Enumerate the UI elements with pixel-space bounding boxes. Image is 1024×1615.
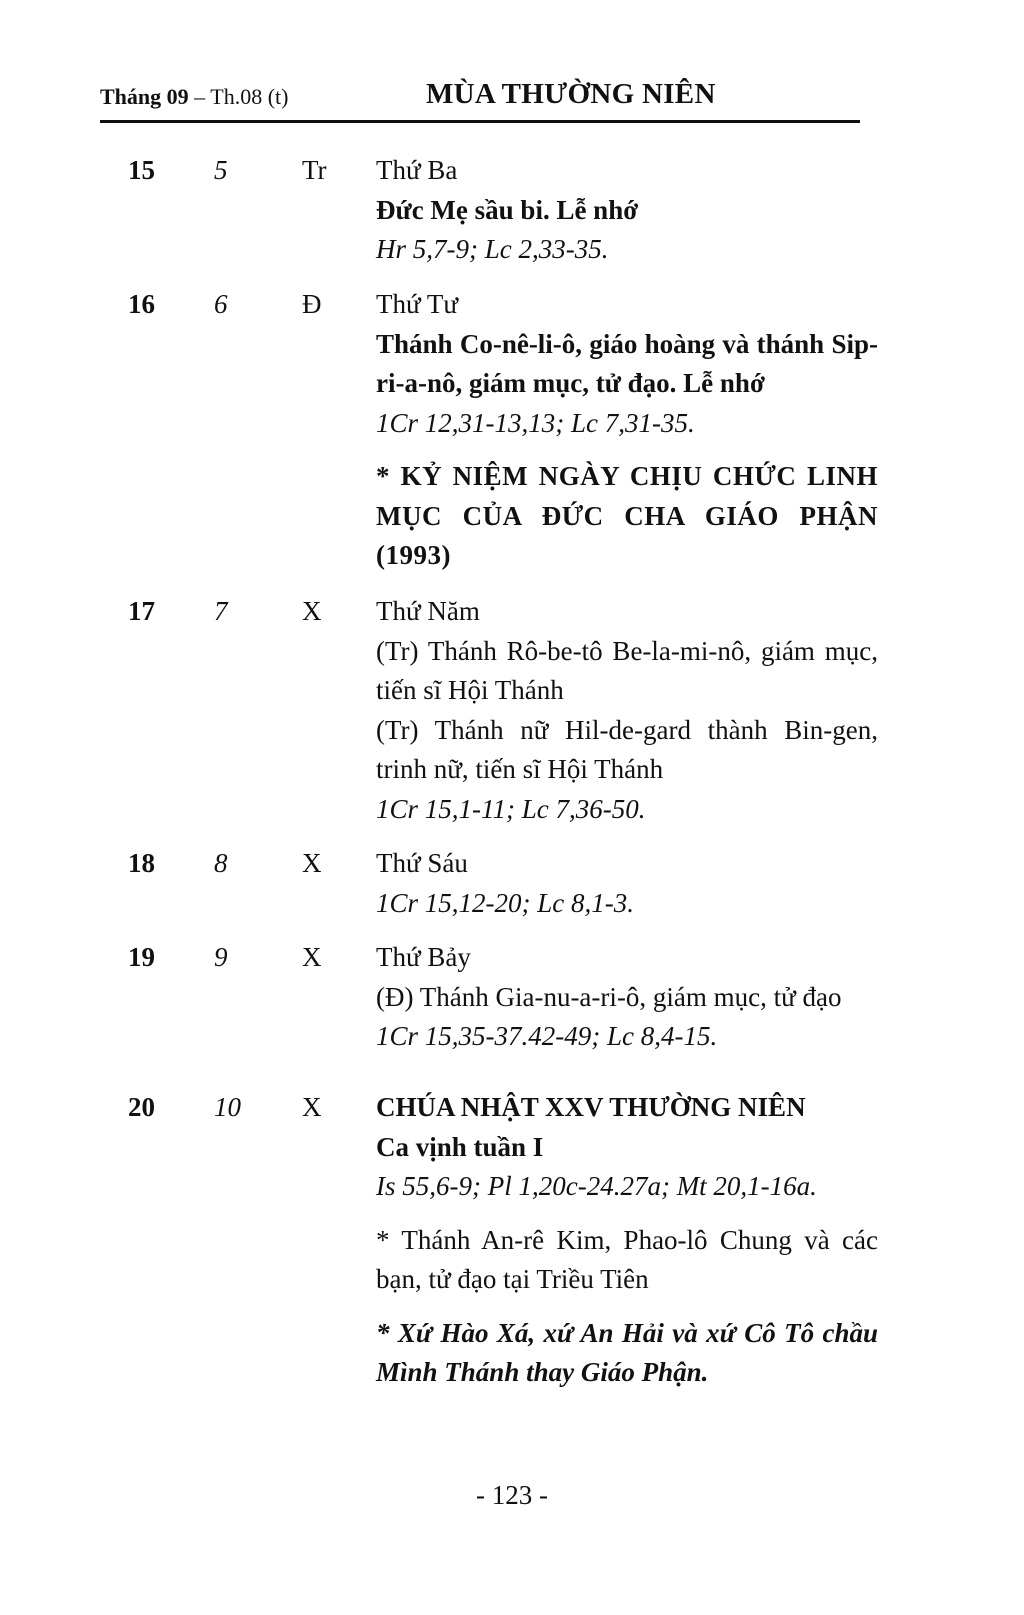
weekday: Thứ Ba xyxy=(376,155,458,185)
psalter-week: Ca vịnh tuần I xyxy=(376,1131,544,1162)
month-bold: Tháng 09 xyxy=(100,84,189,109)
lunar-day: 10 xyxy=(214,1092,241,1122)
readings: 1Cr 15,12-20; Lc 8,1-3. xyxy=(376,887,634,918)
liturgical-color: Đ xyxy=(302,289,322,319)
entry-text xyxy=(376,285,878,576)
liturgical-color: X xyxy=(302,596,322,626)
martyrs-note: * Thánh An-rê Kim, Phao-lô Chung và các bạn, tử đạo tại Triều Tiên xyxy=(376,1224,878,1294)
page-number: - 123 - xyxy=(476,1480,548,1510)
entry-text xyxy=(376,844,878,923)
lunar-day: 9 xyxy=(214,942,228,972)
entry-text xyxy=(376,938,878,1057)
day-number: 20 xyxy=(128,1092,155,1122)
lunar-day: 8 xyxy=(214,848,228,878)
day-number: 19 xyxy=(128,942,155,972)
feast-title: Thánh Co-nê-li-ô, giáo hoàng và thánh Sip-ri-a-nô, giám mục, tử đạo. Lễ nhớ xyxy=(376,328,878,398)
readings: Hr 5,7-9; Lc 2,33-35. xyxy=(376,234,609,264)
readings: 1Cr 12,31-13,13; Lc 7,31-35. xyxy=(376,407,695,438)
weekday: Thứ Bảy xyxy=(376,942,471,972)
weekday: Thứ Năm xyxy=(376,596,480,626)
lunar-day: 5 xyxy=(214,155,228,185)
entry-text xyxy=(376,1088,878,1393)
day-number: 17 xyxy=(128,596,155,626)
liturgical-color: X xyxy=(302,1092,322,1122)
day-number: 15 xyxy=(128,155,155,185)
liturgical-color: X xyxy=(302,942,322,972)
season-title: MÙA THƯỜNG NIÊN xyxy=(426,78,716,110)
adoration-note: * Xứ Hào Xá, xứ An Hải và xứ Cô Tô chầu Mình Thánh thay Giáo Phận. xyxy=(376,1317,878,1387)
readings: 1Cr 15,1-11; Lc 7,36-50. xyxy=(376,793,646,824)
liturgical-color: X xyxy=(302,848,322,878)
optional-memorial-1: (Tr) Thánh Rô-be-tô Be-la-mi-nô, giám mục, tiến sĩ Hội Thánh xyxy=(376,635,878,705)
liturgical-color: Tr xyxy=(302,155,327,185)
page-header xyxy=(100,78,860,118)
readings: Is 55,6-9; Pl 1,20c-24.27a; Mt 20,1-16a. xyxy=(376,1171,817,1201)
month-label xyxy=(100,84,288,110)
day-number: 16 xyxy=(128,289,155,319)
entry-text xyxy=(376,592,878,829)
entry-text xyxy=(376,151,878,270)
lunar-day: 7 xyxy=(214,596,228,626)
readings: 1Cr 15,35-37.42-49; Lc 8,4-15. xyxy=(376,1021,718,1051)
weekday: Thứ Tư xyxy=(376,289,459,319)
header-rule xyxy=(100,120,860,123)
optional-memorial-2: (Tr) Thánh nữ Hil-de-gard thành Bin-gen, trinh nữ, tiến sĩ Hội Thánh xyxy=(376,714,878,784)
day-number: 18 xyxy=(128,848,155,878)
feast-title: Đức Mẹ sầu bi. Lễ nhớ xyxy=(376,194,639,225)
weekday: Thứ Sáu xyxy=(376,848,468,878)
anniversary-note: * KỶ NIỆM NGÀY CHỊU CHỨC LINH MỤC CỦA ĐỨC CHA GIÁO PHẬN (1993) xyxy=(376,461,878,570)
sunday-title: CHÚA NHẬT XXV THƯỜNG NIÊN xyxy=(376,1092,806,1122)
month-rest: – Th.08 (t) xyxy=(188,84,289,109)
lunar-day: 6 xyxy=(214,289,228,319)
optional-memorial-1: (Đ) Thánh Gia-nu-a-ri-ô, giám mục, tử đạo xyxy=(376,981,842,1012)
